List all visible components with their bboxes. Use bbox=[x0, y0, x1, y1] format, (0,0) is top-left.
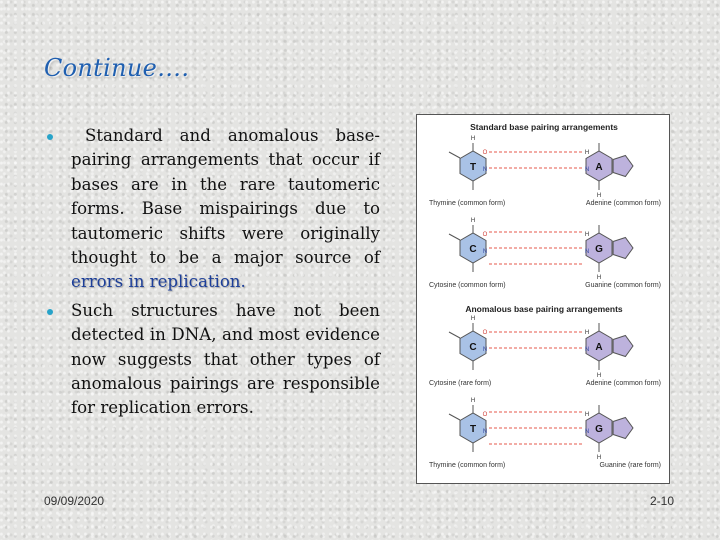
right-base-caption: Adenine (common form) bbox=[585, 380, 661, 387]
nitrogen-atom-label: N bbox=[584, 249, 590, 255]
purine-imidazole-ring bbox=[613, 418, 633, 439]
oxygen-atom-label: O bbox=[482, 150, 488, 156]
anomalous-pairing-heading: Anomalous base pairing arrangements bbox=[465, 304, 623, 314]
hydrogen-atom-label: H bbox=[596, 455, 602, 461]
slide-title: Continue…. bbox=[44, 54, 190, 82]
left-base-caption: Cytosine (rare form) bbox=[429, 380, 492, 387]
hydrogen-atom-label: H bbox=[584, 150, 590, 156]
hydrogen-atom-label: H bbox=[584, 330, 590, 336]
standard-pairing-heading: Standard base pairing arrangements bbox=[470, 122, 618, 132]
bullet-dot-icon bbox=[47, 309, 53, 315]
nitrogen-atom-label: N bbox=[482, 167, 488, 173]
left-base-caption: Thymine (common form) bbox=[429, 200, 506, 207]
right-base-letter: G bbox=[595, 424, 603, 435]
nitrogen-atom-label: N bbox=[584, 429, 590, 435]
hydrogen-atom-label: H bbox=[596, 373, 602, 379]
bullet-dot-icon bbox=[47, 134, 53, 140]
hydrogen-atom-label: H bbox=[584, 232, 590, 238]
substituent-bond bbox=[449, 332, 460, 338]
bullet-item-2 bbox=[44, 299, 380, 421]
footer-date: 09/09/2020 bbox=[44, 494, 105, 508]
oxygen-atom-label: O bbox=[482, 412, 488, 418]
substituent-bond bbox=[449, 234, 460, 240]
base-pair-1 bbox=[429, 136, 661, 207]
substituent-bond bbox=[449, 152, 460, 158]
substituent-bond bbox=[449, 414, 460, 420]
right-base-caption: Adenine (common form) bbox=[585, 200, 661, 207]
bullet-list bbox=[44, 124, 380, 421]
footer-page-number: 2-10 bbox=[650, 494, 675, 508]
purine-imidazole-ring bbox=[613, 156, 633, 177]
right-base-letter: G bbox=[595, 244, 603, 255]
left-base-letter: C bbox=[469, 244, 477, 255]
nitrogen-atom-label: N bbox=[482, 249, 488, 255]
base-pairing-figure bbox=[416, 114, 670, 484]
bullet-2-text: Such structures have not been detected in DNA, and most evidence now suggests that other types of anomalous pairings are responsible for replication errors. bbox=[71, 300, 380, 418]
hydrogen-atom-label: H bbox=[584, 412, 590, 418]
base-pair-2 bbox=[429, 218, 661, 289]
base-pair-3 bbox=[429, 316, 661, 387]
right-base-letter: A bbox=[595, 342, 603, 353]
base-pairing-diagram bbox=[417, 115, 671, 485]
nitrogen-atom-label: N bbox=[482, 347, 488, 353]
left-base-caption: Thymine (common form) bbox=[429, 462, 506, 469]
purine-imidazole-ring bbox=[613, 238, 633, 259]
nitrogen-atom-label: N bbox=[584, 347, 590, 353]
nitrogen-atom-label: N bbox=[584, 167, 590, 173]
bullet-1-highlight: errors in replication. bbox=[71, 272, 246, 292]
bullet-item-1 bbox=[44, 124, 380, 295]
right-base-letter: A bbox=[595, 162, 603, 173]
left-base-letter: T bbox=[469, 162, 477, 173]
hydrogen-atom-label: H bbox=[470, 398, 476, 404]
hydrogen-atom-label: H bbox=[470, 316, 476, 322]
left-base-letter: T bbox=[469, 424, 477, 435]
right-base-caption: Guanine (rare form) bbox=[599, 462, 661, 469]
left-base-caption: Cytosine (common form) bbox=[429, 282, 506, 289]
bullet-1-text: Standard and anomalous base-pairing arrangements that occur if bases are in the rare tautomeric forms. Base mispairings due to tautomeric shifts were originally thought to be a major source of bbox=[71, 126, 380, 268]
purine-imidazole-ring bbox=[613, 336, 633, 357]
oxygen-atom-label: O bbox=[482, 232, 488, 238]
hydrogen-atom-label: H bbox=[470, 136, 476, 142]
hydrogen-atom-label: H bbox=[470, 218, 476, 224]
base-pair-4 bbox=[429, 398, 661, 469]
hydrogen-atom-label: H bbox=[596, 275, 602, 281]
right-base-caption: Guanine (common form) bbox=[585, 282, 661, 289]
nitrogen-atom-label: N bbox=[482, 429, 488, 435]
left-base-letter: C bbox=[469, 342, 477, 353]
hydrogen-atom-label: H bbox=[596, 193, 602, 199]
oxygen-atom-label: O bbox=[482, 330, 488, 336]
